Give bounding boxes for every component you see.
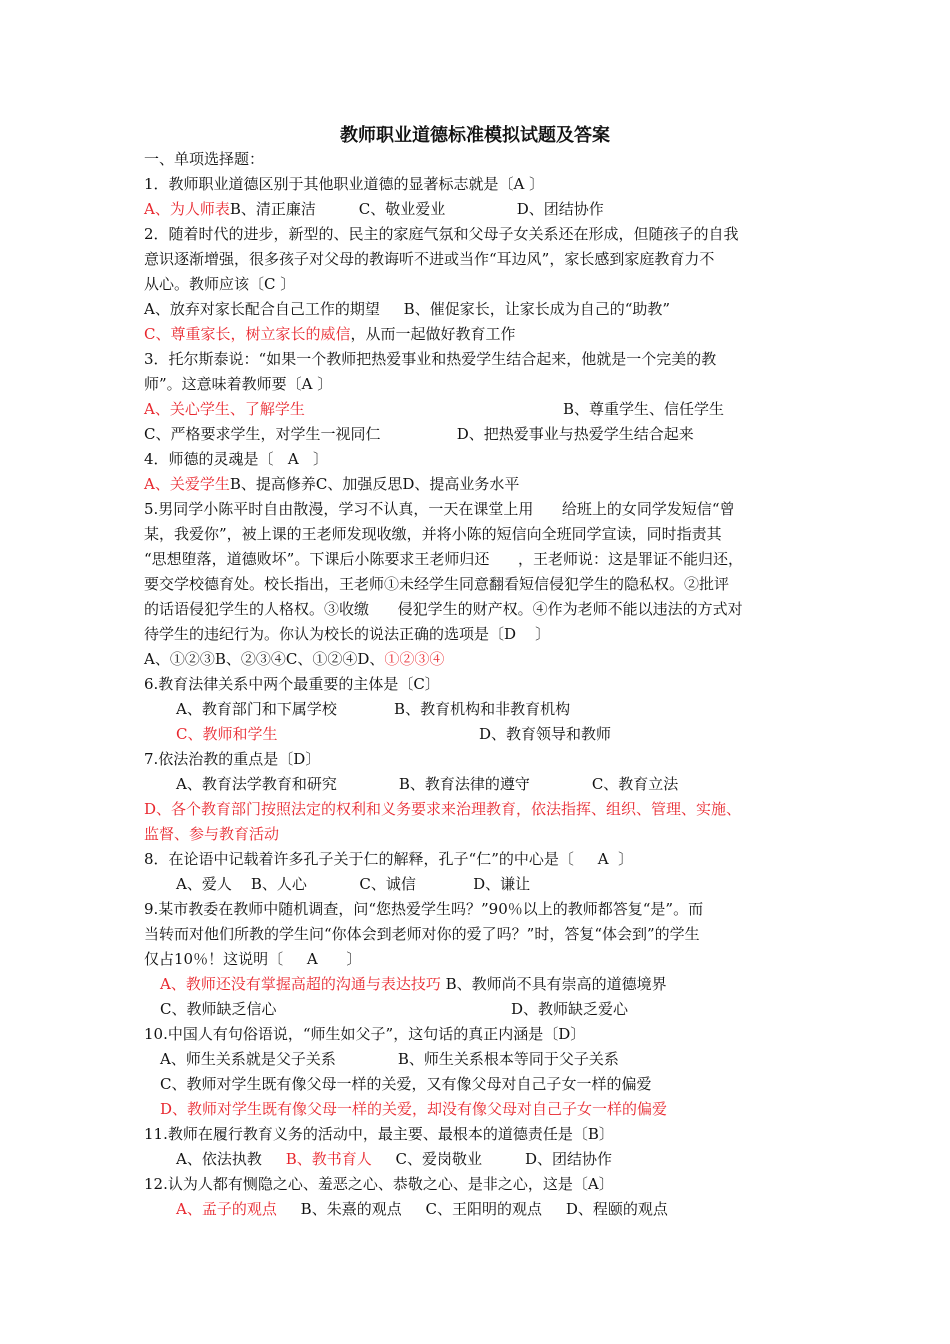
q5-stem-line: 要交学校德育处。校长指出，王老师①未经学生同意翻看短信侵犯学生的隐私权。②批评 [144,575,730,593]
q3-options-cd: C、严格要求学生，对学生一视同仁 D、把热爱事业与热爱学生结合起来 [144,425,694,443]
q9-option-c: C、教师缺乏信心 [160,1000,277,1018]
q10-option-c: C、教师对学生既有像父母一样的关爱，又有像父母对自己子女一样的偏爱 [160,1075,652,1093]
q5-stem-line: 某，我爱你”，被上课的王老师发现收缴，并将小陈的短信向全班同学宣读，同时指责其 [144,525,722,543]
q5-answer: ①②③④ [384,650,445,668]
q5-stem-line: 待学生的违纪行为。你认为校长的说法正确的选项是〔D 〕 [144,625,551,643]
q12-answer: A、孟子的观点 [176,1200,277,1218]
q8-options: A、爱人 B、人心 C、诚信 D、谦让 [176,875,531,893]
q7-answer-line: 监督、参与教育活动 [144,825,280,843]
q2-answer-tail: ，从而一起做好教育工作 [350,325,516,343]
q5-stem-line: 5.男同学小陈平时自由散漫，学习不认真，一天在课堂上用 给班上的女同学发短信“曾 [144,500,735,518]
q2-answer: C、尊重家长，树立家长的威信 [144,325,351,343]
q9-stem-line: 当转而对他们所教的学生问“你体会到老师对你的爱了吗？”时，答复“体会到”的学生 [144,925,700,943]
q4-options [144,473,519,495]
q11-answer: B、教书育人 [285,1150,372,1168]
q6-option-d: D、教育领导和教师 [479,725,612,743]
q2-stem-line: 意识逐渐增强，很多孩子对父母的教诲听不进或当作“耳边风”，家长感到家庭教育力不 [144,250,715,268]
q9-stem-line: 9.某市教委在教师中随机调查，问“您热爱学生吗？”90％以上的教师都答复“是”。而 [144,900,704,918]
q10-stem: 10.中国人有句俗语说，“师生如父子”，这句话的真正内涵是〔D〕 [144,1025,586,1043]
q11-option-a: A、依法执教 [176,1150,286,1168]
q11-stem: 11.教师在履行教育义务的活动中，最主要、最根本的道德责任是〔B〕 [144,1125,614,1143]
q5-options [144,648,444,670]
q9-option-d: D、教师缺乏爱心 [511,1000,629,1018]
q2-stem-line: 从心。教师应该〔C 〕 [144,275,296,293]
q9-option-b: B、教师尚不具有崇高的道德境界 [440,975,667,993]
q2-options-ab: A、放弃对家长配合自己工作的期望 B、催促家长，让家长成为自己的“助教” [144,300,671,318]
q4-answer: A、关爱学生 [144,475,230,493]
q6-options-ab: A、教育部门和下属学校 B、教育机构和非教育机构 [176,700,571,718]
q8-stem: 8．在论语中记载着许多孔子关于仁的解释，孔子“仁”的中心是〔 A 〕 [144,850,634,868]
q3-answer: A、关心学生、了解学生 [144,400,305,418]
q3-option-b: B、尊重学生、信任学生 [563,400,725,418]
q7-answer-line: D、各个教育部门按照法定的权利和义务要求来治理教育，依法指挥、组织、管理、实施、 [144,800,742,818]
q12-stem: 12.认为人都有恻隐之心、羞恶之心、恭敬之心、是非之心，这是〔A〕 [144,1175,614,1193]
q10-answer: D、教师对学生既有像父母一样的关爱，却没有像父母对自己子女一样的偏爱 [160,1100,668,1118]
q10-options-ab: A、师生关系就是父子关系 B、师生关系根本等同于父子关系 [160,1050,619,1068]
q9-stem-line: 仅占10％！这说明〔 A 〕 [144,950,362,968]
page-title: 教师职业道德标准模拟试题及答案 [340,125,610,146]
q11-options [176,1148,612,1170]
q6-answer: C、教师和学生 [176,725,278,743]
q4-other-options: B、提高修养C、加强反思D、提高业务水平 [229,475,520,493]
q1-other-options: B、清正廉洁 C、敬业爱业 D、团结协作 [229,200,604,218]
q11-options-cd: C、爱岗敬业 D、团结协作 [371,1150,612,1168]
q7-stem: 7.依法治教的重点是〔D〕 [144,750,321,768]
q3-stem-line: 师”。这意味着教师要〔A 〕 [144,375,333,393]
section-heading: 一、单项选择题： [144,150,265,168]
q5-other-options: A、①②③B、②③④C、①②④D、 [144,650,385,668]
q1-options [144,198,604,220]
q12-other-options: B、朱熹的观点 C、王阳明的观点 D、程颐的观点 [276,1200,668,1218]
q9-options-ab [160,973,667,995]
q6-stem: 6.教育法律关系中两个最重要的主体是〔C〕 [144,675,440,693]
q3-stem-line: 3．托尔斯泰说：“如果一个教师把热爱事业和热爱学生结合起来，他就是一个完美的教 [144,350,717,368]
q5-stem-line: “思想堕落，道德败坏”。下课后小陈要求王老师归还 ，王老师说：这是罪证不能归还， [144,550,743,568]
q1-answer: A、为人师表 [144,200,230,218]
q1-stem: 1．教师职业道德区别于其他职业道德的显著标志就是〔A 〕 [144,175,545,193]
q5-stem-line: 的话语侵犯学生的人格权。③收缴 侵犯学生的财产权。④作为老师不能以违法的方式对 [144,600,743,618]
q12-options [176,1198,668,1220]
q2-stem-line: 2．随着时代的进步，新型的、民主的家庭气氛和父母子女关系还在形成，但随孩子的自我 [144,225,739,243]
q7-options-abc: A、教育法学教育和研究 B、教育法律的遵守 C、教育立法 [176,775,679,793]
q9-answer: A、教师还没有掌握高超的沟通与表达技巧 [160,975,441,993]
q2-option-c [144,323,516,345]
q4-stem: 4．师德的灵魂是〔 A 〕 [144,450,328,468]
